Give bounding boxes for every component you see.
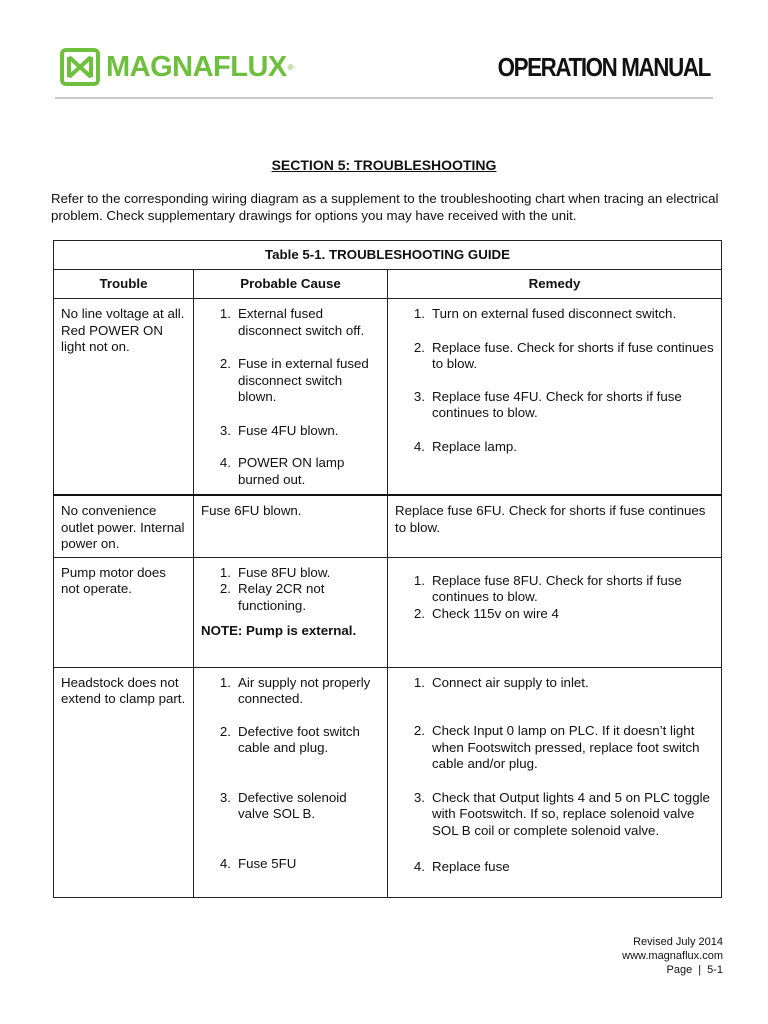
item-number: 3.	[413, 388, 425, 404]
list-item	[395, 859, 714, 876]
item-number: 3.	[413, 789, 425, 805]
item-text: Fuse 4FU blown.	[238, 422, 339, 438]
page-label: Page	[666, 964, 693, 976]
remedy-cell	[388, 299, 722, 496]
item-text: Connect air supply to inlet.	[432, 674, 589, 690]
item-number: 4.	[219, 855, 231, 871]
cause-cell	[194, 557, 388, 667]
table-row	[54, 299, 722, 496]
table-row	[54, 667, 722, 897]
item-number: 1.	[413, 674, 425, 690]
table-row	[54, 557, 722, 667]
list-item	[201, 790, 380, 823]
trouble-cell: Pump motor does not operate.	[54, 557, 194, 667]
item-text: Fuse 8FU blow.	[238, 564, 331, 580]
item-number: 3.	[219, 789, 231, 805]
list-item	[201, 356, 380, 406]
item-text: Defective foot switch cable and plug.	[238, 723, 360, 755]
list-item	[395, 790, 714, 840]
header-divider	[55, 97, 713, 99]
item-text: Check 115v on wire 4	[432, 605, 559, 621]
item-number: 1.	[413, 306, 425, 321]
list-item	[395, 573, 714, 606]
column-header-trouble: Trouble	[54, 270, 194, 299]
page-header	[0, 0, 768, 100]
item-text: Fuse 5FU	[238, 855, 297, 871]
table-row	[54, 495, 722, 557]
page-footer	[622, 935, 723, 977]
trouble-cell: No line voltage at all. Red POWER ON light not on.	[54, 299, 194, 496]
list-item	[201, 423, 380, 440]
troubleshooting-table	[53, 240, 722, 898]
item-text: Replace fuse	[432, 859, 510, 874]
list-item	[395, 439, 714, 456]
list-item	[201, 581, 380, 614]
table-caption: Table 5-1. TROUBLESHOOTING GUIDE	[54, 241, 722, 270]
remedy-cell	[388, 557, 722, 667]
item-number: 2.	[219, 581, 231, 596]
item-number: 4.	[413, 438, 425, 454]
item-number: 2.	[413, 339, 425, 355]
list-item	[395, 675, 714, 692]
item-text: Replace lamp.	[432, 438, 517, 454]
item-text: Replace fuse 4FU. Check for shorts if fuse continues to blow.	[432, 388, 682, 420]
page-value: 5-1	[707, 964, 723, 976]
magnaflux-logo	[60, 48, 294, 86]
list-item	[395, 306, 714, 323]
item-number: 2.	[413, 605, 425, 621]
magnaflux-logo-icon	[60, 48, 100, 86]
item-number: 1.	[219, 306, 231, 321]
item-number: 1.	[219, 674, 231, 690]
item-number: 2.	[219, 356, 231, 371]
trouble-cell: No convenience outlet power. Internal power on.	[54, 495, 194, 557]
cause-cell	[194, 299, 388, 496]
item-number: 4.	[219, 455, 231, 470]
section-title: SECTION 5: TROUBLESHOOTING	[271, 157, 497, 173]
list-item	[395, 340, 714, 373]
cause-cell: Fuse 6FU blown.	[194, 495, 388, 557]
item-text: Air supply not properly connected.	[238, 674, 371, 706]
item-text: Check that Output lights 4 and 5 on PLC toggle with Footswitch. If so, replace solenoid valve SOL B coil or complete solenoid valve.	[432, 789, 710, 838]
item-number: 2.	[219, 723, 231, 739]
item-text: Replace fuse 8FU. Check for shorts if fuse continues to blow.	[432, 572, 682, 604]
list-item	[201, 724, 380, 757]
item-text: Turn on external fused disconnect switch.	[432, 306, 677, 321]
item-text: Defective solenoid valve SOL B.	[238, 789, 347, 821]
list-item	[395, 723, 714, 773]
website-url: www.magnaflux.com	[622, 950, 723, 962]
item-text: Check Input 0 lamp on PLC. If it doesn’t light when Footswitch pressed, replace foot switch cable and/or plug.	[432, 723, 700, 771]
item-number: 4.	[413, 859, 425, 874]
list-item	[395, 389, 714, 422]
list-item	[201, 565, 380, 582]
list-item	[201, 856, 380, 873]
revision-date: Revised July 2014	[633, 936, 723, 948]
column-header-remedy: Remedy	[388, 270, 722, 299]
item-text: External fused disconnect switch off.	[238, 306, 365, 338]
item-number: 1.	[413, 572, 425, 588]
item-number: 2.	[413, 723, 425, 738]
item-number: 1.	[219, 564, 231, 580]
list-item	[201, 306, 380, 339]
page-separator: |	[698, 964, 702, 976]
page-number	[622, 963, 723, 977]
item-text: Relay 2CR not functioning.	[238, 581, 325, 613]
list-item	[201, 455, 380, 488]
document-title: OPERATION MANUAL	[497, 52, 710, 82]
list-item	[395, 606, 714, 623]
remedy-cell: Replace fuse 6FU. Check for shorts if fuse continues to blow.	[388, 495, 722, 557]
brand-name: MAGNAFLUX	[106, 50, 287, 83]
trouble-cell: Headstock does not extend to clamp part.	[54, 667, 194, 897]
pump-note: NOTE: Pump is external.	[201, 623, 357, 638]
list-item	[201, 675, 380, 708]
item-text: Fuse in external fused disconnect switch blown.	[238, 356, 369, 404]
item-number: 3.	[219, 422, 231, 438]
intro-paragraph: Refer to the corresponding wiring diagram as a supplement to the troubleshooting chart when tracing an electrical problem. Check supplementary drawings for options you may have received with the unit.	[51, 191, 719, 223]
item-text: POWER ON lamp burned out.	[238, 455, 345, 487]
brand-trademark: ®	[287, 62, 294, 72]
cause-cell	[194, 667, 388, 897]
item-text: Replace fuse. Check for shorts if fuse continues to blow.	[432, 339, 714, 371]
remedy-cell	[388, 667, 722, 897]
column-header-cause: Probable Cause	[194, 270, 388, 299]
